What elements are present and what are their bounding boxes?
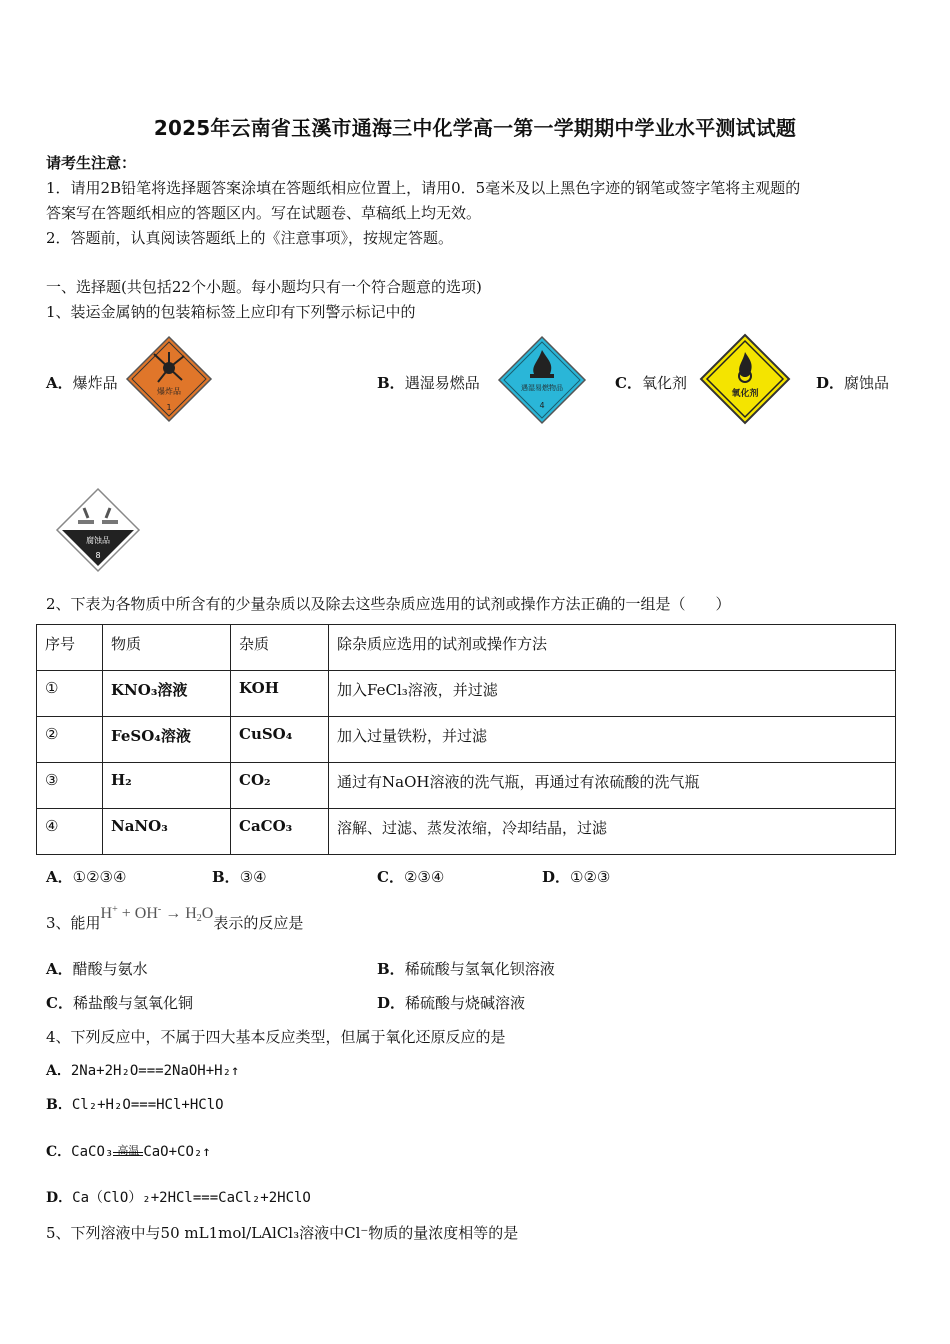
q4-stem: 4、下列反应中，不属于四大基本反应类型，但属于氧化还原反应的是 [46, 1028, 506, 1046]
q4-option-a[interactable] [46, 1060, 239, 1080]
sign-b-text: 遇湿易燃物品 [521, 384, 563, 392]
cell-method: 加入FeCl₃溶液，并过滤 [329, 671, 896, 717]
sign-a-num: 1 [166, 403, 172, 412]
q2-option-d[interactable] [542, 866, 610, 887]
q1-option-b[interactable] [377, 372, 480, 393]
sign-d-num: 8 [95, 551, 101, 560]
q2-c-text: ②③④ [403, 868, 445, 886]
table-row [37, 717, 896, 763]
q1-option-d[interactable] [816, 372, 889, 393]
q2-d-label: D． [542, 868, 571, 886]
table-row [37, 671, 896, 717]
cell-substance: KNO₃溶液 [103, 671, 231, 717]
corrosive-sign-icon [54, 486, 142, 574]
q2-c-label: C． [377, 868, 404, 886]
q2-stem: 2、下表为各物质中所含有的少量杂质以及除去这些杂质应选用的试剂或操作方法正确的一组是（ ） [46, 595, 731, 613]
cell-impurity: CaCO₃ [231, 809, 329, 855]
section-heading: 一、选择题(共包括22个小题。每小题均只有一个符合题意的选项) [46, 278, 482, 296]
cell-no: ④ [37, 809, 103, 855]
table-row [37, 809, 896, 855]
q1-option-a[interactable] [46, 372, 118, 393]
q1-c-label: C． [615, 374, 642, 392]
cell-no: ② [37, 717, 103, 763]
notice-line1a: 1．请用2B铅笔将选择题答案涂填在答题纸相应位置上，请用0．5毫米及以上黑色字迹的钢笔或签字笔将主观题的 [46, 179, 801, 197]
q4-b-label: B． [46, 1097, 72, 1113]
q3-option-c[interactable] [46, 992, 193, 1013]
q1-stem: 1、装运金属钠的包装箱标签上应印有下列警示标记中的 [46, 303, 416, 321]
sign-a-text: 爆炸品 [157, 387, 181, 396]
q2-b-label: B． [212, 868, 240, 886]
q3-stem-pre: 3、能用 [46, 914, 101, 932]
q2-d-text: ①②③ [570, 868, 611, 886]
q1-d-text: 腐蚀品 [844, 374, 890, 392]
q1-a-text: 爆炸品 [72, 374, 118, 392]
eq-hsup: + [112, 904, 118, 915]
q2-option-a[interactable] [46, 866, 126, 887]
q3-c-label: C． [46, 994, 73, 1012]
cell-method: 加入过量铁粉，并过滤 [329, 717, 896, 763]
q4-a-label: A． [46, 1063, 71, 1079]
page-title: 2025年云南省玉溪市通海三中化学高一第一学期期中学业水平测试试题 [153, 116, 797, 140]
cell-impurity: KOH [231, 671, 329, 717]
sign-b-num: 4 [539, 401, 545, 410]
q3-equation [101, 905, 214, 922]
q3-option-a[interactable] [46, 958, 148, 979]
q3-d-text: 稀硫酸与烧碱溶液 [405, 994, 526, 1012]
q2-table [36, 624, 896, 855]
eq-2: 2 [196, 913, 202, 924]
header-method: 除杂质应选用的试剂或操作方法 [329, 625, 896, 671]
cell-substance: FeSO₄溶液 [103, 717, 231, 763]
sign-d-text: 腐蚀品 [86, 536, 110, 545]
q4-b-text: Cl₂+H₂O===HCl+HClO [71, 1097, 224, 1113]
q1-a-label: A． [46, 374, 73, 392]
q3-c-text: 稀盐酸与氢氧化铜 [72, 994, 193, 1012]
q4-c-label: C． [46, 1144, 72, 1160]
q2-option-b[interactable] [212, 866, 267, 887]
water-reactive-sign-icon [496, 334, 588, 426]
cell-method: 溶解、过滤、蒸发浓缩，冷却结晶，过滤 [329, 809, 896, 855]
cell-method: 通过有NaOH溶液的洗气瓶，再通过有浓硫酸的洗气瓶 [329, 763, 896, 809]
notice-line2: 2．答题前，认真阅读答题纸上的《注意事项》，按规定答题。 [46, 229, 454, 247]
q2-option-c[interactable] [377, 866, 444, 887]
q3-a-text: 醋酸与氨水 [72, 960, 148, 978]
table-row [37, 763, 896, 809]
q3-stem-post: 表示的反应是 [213, 914, 304, 932]
q3-d-label: D． [377, 994, 406, 1012]
eq-o: O [201, 905, 214, 922]
q4-c-pre: CaCO₃ [71, 1144, 114, 1160]
header-substance: 物质 [103, 625, 231, 671]
cell-substance: H₂ [103, 763, 231, 809]
sign-c-text: 氧化剂 [731, 389, 759, 399]
cell-impurity: CO₂ [231, 763, 329, 809]
q1-option-c[interactable] [615, 372, 687, 393]
q4-option-b[interactable] [46, 1094, 224, 1114]
eq-arrow: → H [161, 905, 197, 922]
q4-d-label: D． [46, 1190, 73, 1206]
q3-b-text: 稀硫酸与氢氧化钡溶液 [404, 960, 555, 978]
cell-impurity: CuSO₄ [231, 717, 329, 763]
eq-ohsup: - [157, 904, 162, 915]
q3-stem [46, 904, 304, 934]
q3-b-label: B． [377, 960, 405, 978]
header-no: 序号 [37, 625, 103, 671]
q1-c-text: 氧化剂 [641, 374, 687, 392]
table-header-row [37, 625, 896, 671]
cell-no: ① [37, 671, 103, 717]
q4-c-cond: 高温 [117, 1144, 140, 1157]
q5-stem: 5、下列溶液中与50 mL1mol/LAlCl₃溶液中Cl⁻物质的量浓度相等的是 [46, 1224, 519, 1242]
eq-h: H [100, 905, 113, 922]
q2-a-text: ①②③④ [72, 868, 127, 886]
oxidizer-sign-icon [698, 332, 792, 426]
q4-option-d[interactable] [46, 1187, 311, 1207]
q3-a-label: A． [46, 960, 73, 978]
q1-b-label: B． [377, 374, 405, 392]
notice-line1b: 答案写在答题纸相应的答题区内。写在试题卷、草稿纸上均无效。 [46, 204, 482, 222]
q4-a-text: 2Na+2H₂O===2NaOH+H₂↑ [70, 1063, 240, 1079]
q2-a-label: A． [46, 868, 73, 886]
eq-oh: + OH [117, 905, 158, 922]
q3-option-b[interactable] [377, 958, 555, 979]
q4-c-post: CaO+CO₂↑ [143, 1144, 211, 1160]
cell-substance: NaNO₃ [103, 809, 231, 855]
explosive-sign-icon [124, 334, 214, 424]
cell-no: ③ [37, 763, 103, 809]
q1-b-text: 遇湿易燃品 [404, 374, 480, 392]
q1-d-label: D． [816, 374, 845, 392]
q2-b-text: ③④ [239, 868, 267, 886]
q4-d-text: Ca（ClO）₂+2HCl===CaCl₂+2HClO [72, 1190, 311, 1206]
notice-heading: 请考生注意： [46, 154, 137, 172]
q4-option-c[interactable] [46, 1141, 211, 1161]
header-impurity: 杂质 [231, 625, 329, 671]
q3-option-d[interactable] [377, 992, 525, 1013]
